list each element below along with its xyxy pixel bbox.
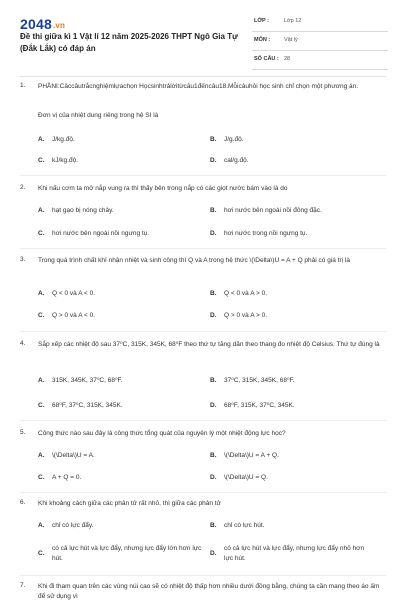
option-label: A. xyxy=(38,452,45,459)
exam-meta-box xyxy=(252,16,388,73)
question-text: Công thức nào sau đây là công thức tổng quát của nguyên lý một nhiệt động lực học? xyxy=(38,430,286,437)
option-label: D. xyxy=(210,402,217,409)
question-divider xyxy=(20,248,386,249)
option-label: B. xyxy=(210,377,217,384)
option-text: 37⁰C, 315K, 345K, 68⁰F. xyxy=(224,377,295,384)
option-label: B. xyxy=(210,207,217,214)
question-number: 1. xyxy=(20,82,26,89)
option-text: 68⁰F, 37⁰C, 315K, 345K. xyxy=(52,402,123,409)
question-text: Khi đi tham quan trên các vùng núi cao sẽ có nhiệt độ thấp hơn nhiều dưới đồng bằng, chúng ta cần mang theo áo ấm để sử dụng vì xyxy=(38,583,380,600)
option-text: hơi nước trong nồi ngưng tụ. xyxy=(224,230,308,237)
option-text: kJ/kg.độ. xyxy=(52,157,79,164)
question-divider xyxy=(20,331,386,332)
option-text: A + Q = 0. xyxy=(52,474,82,481)
meta-value: Vật lý xyxy=(284,37,298,43)
option-text: Q < 0 và A > 0. xyxy=(224,290,268,297)
question-number: 2. xyxy=(20,184,26,191)
option-text: Q > 0 và A > 0. xyxy=(224,312,268,319)
meta-key: SỐ CÂU : xyxy=(254,56,279,62)
question-divider xyxy=(20,175,386,176)
option-text: \(\Delta\)U = A + Q. xyxy=(224,452,279,459)
option-text: hơi nước bên ngoài nồi đông đặc. xyxy=(224,207,322,214)
option-label: D. xyxy=(210,230,217,237)
option-text: có cả lực hút và lực đẩy, nhưng lực đẩy lớn hơn lực hút. xyxy=(52,545,202,562)
question-text: PHẦNI:Câccâutrắcnghiệmlựachọn Họcsinhtrảlờitừcâu1đếncâu18.Mỗicâuhỏi học sinh chỉ chọn một phương án. xyxy=(38,83,359,90)
question-6 xyxy=(20,499,386,571)
option-text: hơi nước bên ngoài nồi ngưng tụ. xyxy=(52,230,150,237)
option-label: B. xyxy=(210,290,217,297)
option-text: \(\Delta\)U = A. xyxy=(52,452,95,459)
header-divider xyxy=(20,76,386,77)
option-label: D. xyxy=(210,474,217,481)
question-text: Sắp xếp các nhiệt độ sau 37⁰C, 315K, 345K, 68⁰F theo thứ tự tăng dần theo thang đo nhiệt độ Celsius. Thứ tự đúng là xyxy=(38,341,380,348)
question-text: Khi nấu cơm ta mở nắp vung ra thì thấy bên trong nắp có các giọt nước bám vào là do xyxy=(38,185,288,192)
site-logo[interactable] xyxy=(20,16,65,32)
question-number: 5. xyxy=(20,429,26,436)
question-subtext: Đơn vị của nhiệt dung riêng trong hệ SI là xyxy=(38,112,159,119)
option-text: 315K, 345K, 37⁰C, 68⁰F. xyxy=(52,377,123,384)
option-label: D. xyxy=(210,157,217,164)
option-label: A. xyxy=(38,522,45,529)
question-2 xyxy=(20,184,386,244)
option-text: \(\Delta\)U = Q. xyxy=(224,474,268,481)
exam-title: Đề thi giữa kì 1 Vật lí 12 năm 2025-2026 THPT Ngô Gia Tự (Đắk Lắk) có đáp án xyxy=(20,32,238,53)
meta-row-class xyxy=(252,16,388,32)
option-label: A. xyxy=(38,207,45,214)
option-label: B. xyxy=(210,522,217,529)
question-divider xyxy=(20,575,386,576)
meta-row-subject xyxy=(252,35,388,51)
question-5 xyxy=(20,429,386,489)
option-label: A. xyxy=(38,290,45,297)
question-text: Khi khoảng cách giữa các phân tử rất nhỏ, thì giữa các phân tử xyxy=(38,500,221,507)
option-label: A. xyxy=(38,377,45,384)
option-text: cal/g.độ. xyxy=(224,157,249,164)
question-divider xyxy=(20,420,386,421)
question-7 xyxy=(20,582,386,600)
option-text: Q > 0 và A < 0. xyxy=(52,312,96,319)
option-text: J/g.độ. xyxy=(224,136,244,143)
option-label: D. xyxy=(210,312,217,319)
meta-value: Lớp 12 xyxy=(284,18,302,24)
option-text: hạt gạo bị nóng chảy. xyxy=(52,207,114,214)
option-label: C. xyxy=(38,402,45,409)
question-number: 6. xyxy=(20,499,26,506)
logo-suffix: .vn xyxy=(52,21,66,30)
page-header xyxy=(0,0,400,72)
question-3 xyxy=(20,256,386,326)
option-text: chỉ có lực đẩy. xyxy=(52,522,94,529)
option-label: C. xyxy=(38,312,45,319)
meta-key: LỚP : xyxy=(254,18,269,24)
question-divider xyxy=(20,492,386,493)
question-text: Trong quá trình chất khí nhận nhiệt và sinh công thì Q và A trong hệ thức \(\Delta\)U = A + Q phải có giá trị là xyxy=(38,257,350,264)
question-number: 3. xyxy=(20,256,26,263)
question-1 xyxy=(20,82,386,172)
option-text: 68⁰F, 315K, 37⁰C, 345K. xyxy=(224,402,295,409)
question-number: 4. xyxy=(20,340,26,347)
meta-row-count xyxy=(252,54,388,70)
option-label: C. xyxy=(38,550,45,557)
question-number: 7. xyxy=(20,582,26,589)
meta-key: MÔN : xyxy=(254,37,271,43)
option-text: chỉ có lực hút. xyxy=(224,522,265,529)
option-label: C. xyxy=(38,230,45,237)
option-label: A. xyxy=(38,136,45,143)
option-label: C. xyxy=(38,474,45,481)
logo-text: 2048 xyxy=(20,16,52,32)
option-label: B. xyxy=(210,136,217,143)
option-label: D. xyxy=(210,550,217,557)
option-text: có cả lực hút và lực đẩy, nhưng lực đẩy nhỏ hơn lực hút. xyxy=(224,545,365,562)
option-text: J/kg.độ. xyxy=(52,136,75,143)
option-label: B. xyxy=(210,452,217,459)
option-text: Q < 0 và A < 0. xyxy=(52,290,96,297)
question-4 xyxy=(20,340,386,415)
meta-value: 28 xyxy=(284,56,291,62)
option-label: C. xyxy=(38,157,45,164)
